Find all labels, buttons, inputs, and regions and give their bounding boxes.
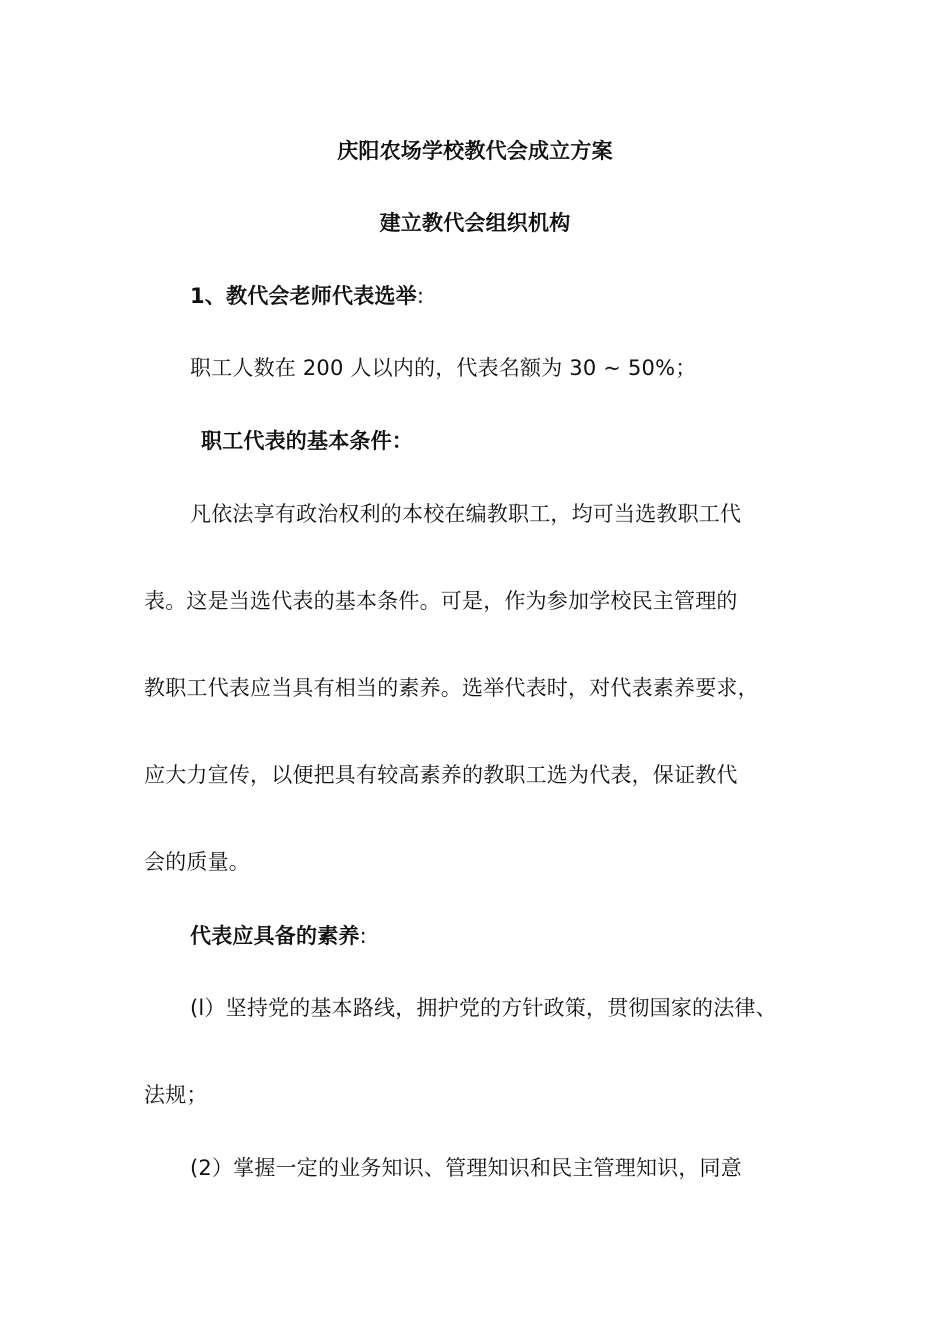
section-heading-colon: : — [416, 284, 425, 308]
document-subtitle: 建立教代会组织机构 — [379, 211, 571, 235]
paragraph-line: 教职工代表应当具有相当的素养。选举代表时，对代表素养要求， — [144, 676, 759, 700]
qualities-heading-text: 代表应具备的素养 — [190, 924, 360, 948]
qualities-heading-colon: : — [359, 924, 367, 948]
document-title: 庆阳农场学校教代会成立方案 — [337, 139, 613, 163]
section-heading-text: 1、教代会老师代表选举 — [190, 284, 417, 308]
section-heading — [190, 286, 424, 307]
list-item-line: (l）坚持党的基本路线，拥护党的方针政策，贯彻国家的法律、 — [190, 996, 777, 1020]
conditions-heading: 职工代表的基本条件： — [201, 429, 413, 453]
list-item-line: 法规； — [144, 1083, 208, 1107]
quota-text: 职工人数在 200 人以内的，代表名额为 30 ~ 50%； — [190, 356, 697, 380]
paragraph-line: 会的质量。 — [144, 850, 250, 874]
list-item-line: (2）掌握一定的业务知识、管理知识和民主管理知识，同意 — [190, 1156, 742, 1180]
paragraph-line: 应大力宣传，以便把具有较高素养的教职工选为代表，保证教代 — [144, 763, 738, 787]
paragraph-line: 凡依法享有政治权利的本校在编教职工，均可当选教职工代 — [190, 502, 742, 526]
paragraph-line: 表。这是当选代表的基本条件。可是，作为参加学校民主管理的 — [144, 589, 738, 613]
qualities-heading — [190, 926, 367, 947]
